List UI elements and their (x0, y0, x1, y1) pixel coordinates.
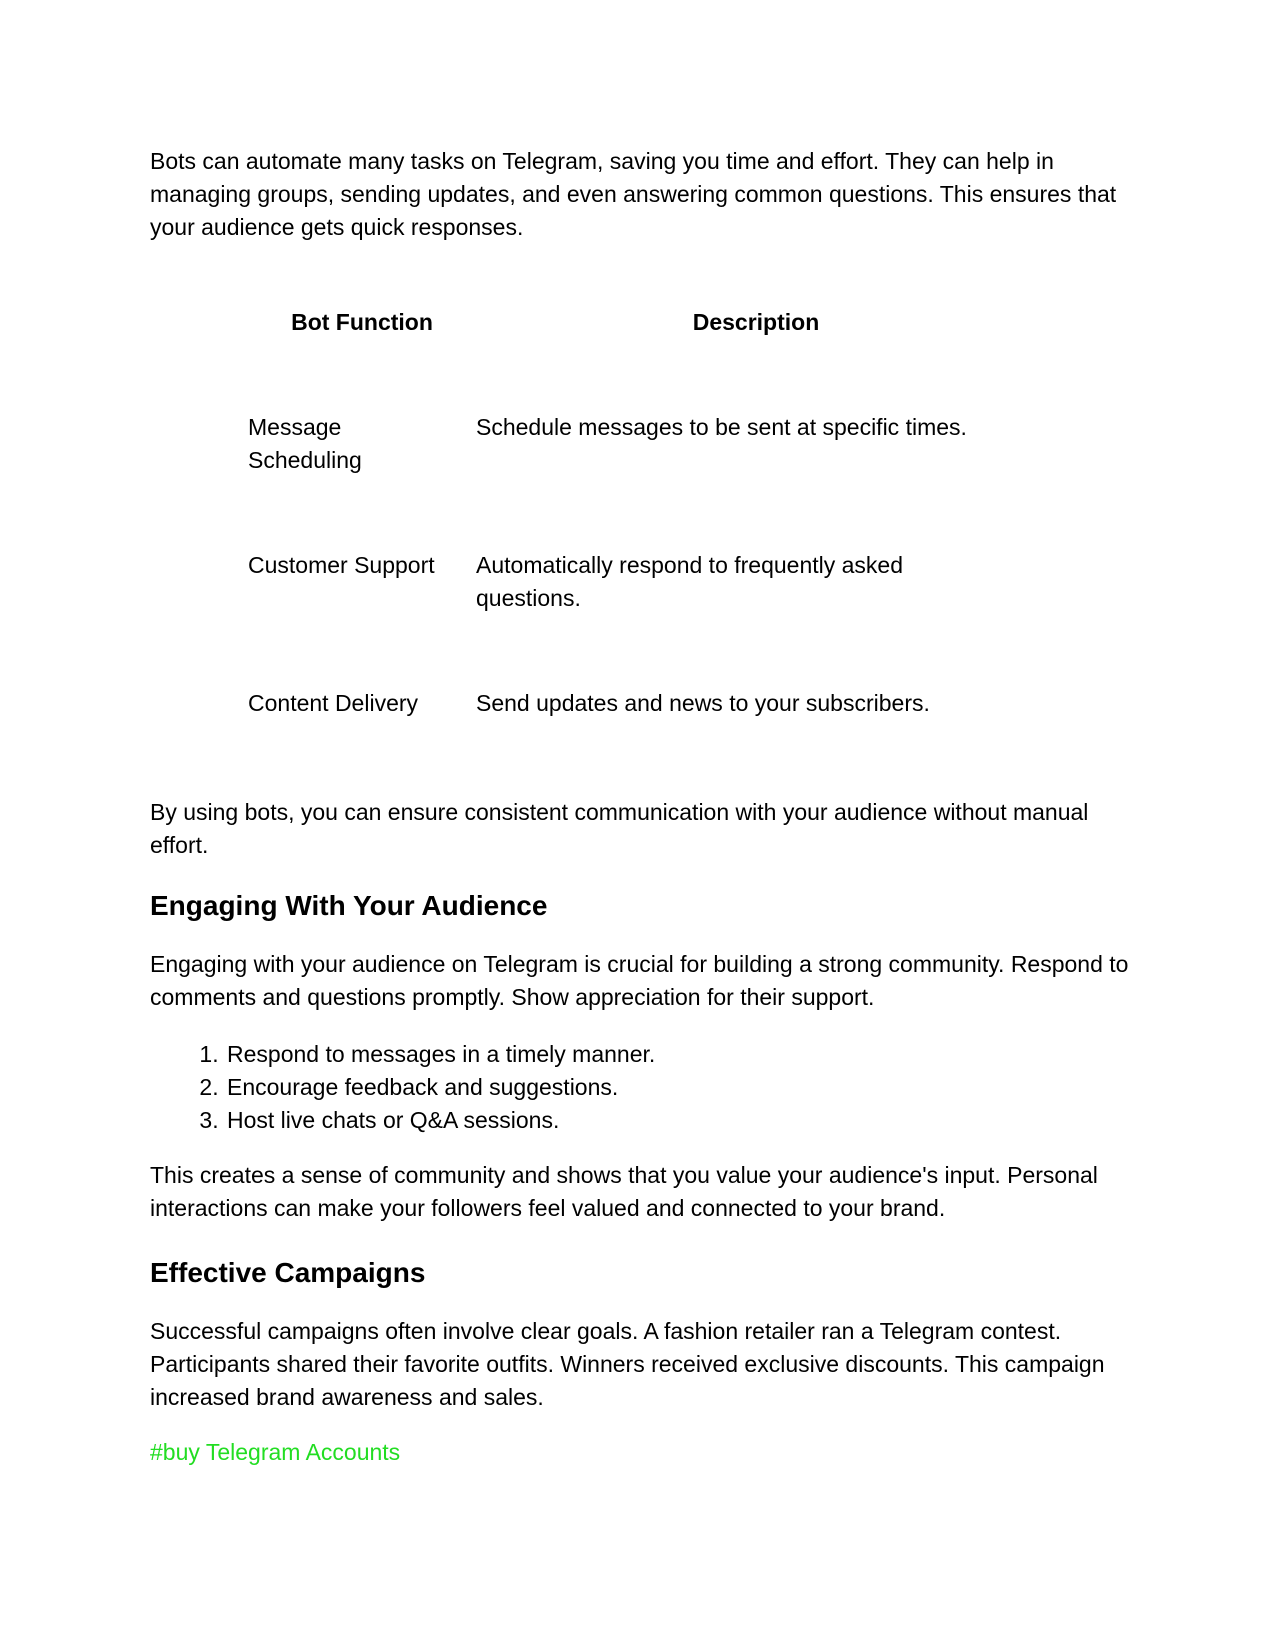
table-row (248, 513, 1036, 651)
intro-paragraph: Bots can automate many tasks on Telegram, saving you time and effort. They can help in managing groups, sending updates, and even answering common questions. This ensures that your audience gets quick responses. (150, 148, 1117, 240)
community-paragraph: This creates a sense of community and shows that you value your audience's input. Personal interactions can make your followers feel valued and connected to your brand. (150, 1162, 1098, 1221)
bot-functions-table (248, 299, 1036, 756)
campaigns-paragraph: Successful campaigns often involve clear goals. A fashion retailer ran a Telegram contest. Participants shared their favorite outfits. Winners received exclusive discounts. This campaign increased brand awareness and sales. (150, 1318, 1105, 1410)
row-description: Schedule messages to be sent at specific times. (476, 414, 967, 440)
after-table-paragraph: By using bots, you can ensure consistent communication with your audience without manual effort. (150, 799, 1089, 858)
row-description: Automatically respond to frequently asked questions. (476, 552, 904, 611)
engaging-paragraph: Engaging with your audience on Telegram is crucial for building a strong community. Respond to comments and questions promptly. Show appreciation for their support. (150, 951, 1129, 1010)
document-page (150, 145, 1130, 1469)
list-item: 1. Respond to messages in a timely manner. (225, 1038, 1130, 1071)
row-function: Customer Support (248, 552, 435, 578)
engagement-list (150, 1038, 1130, 1137)
table-row (248, 375, 1036, 513)
row-function: Content Delivery (248, 690, 419, 716)
list-item: 3. Host live chats or Q&A sessions. (225, 1104, 1130, 1137)
table-header-row (248, 299, 1036, 375)
campaigns-heading: Effective Campaigns (150, 1257, 426, 1288)
engaging-heading: Engaging With Your Audience (150, 890, 548, 921)
row-description: Send updates and news to your subscribers. (476, 690, 930, 716)
list-item: 2. Encourage feedback and suggestions. (225, 1071, 1130, 1104)
header-bot-function: Bot Function (291, 309, 433, 335)
hashtag-link[interactable]: #buy Telegram Accounts (150, 1439, 401, 1465)
table-row (248, 651, 1036, 756)
row-function: Message Scheduling (248, 414, 362, 473)
header-description: Description (692, 309, 820, 335)
